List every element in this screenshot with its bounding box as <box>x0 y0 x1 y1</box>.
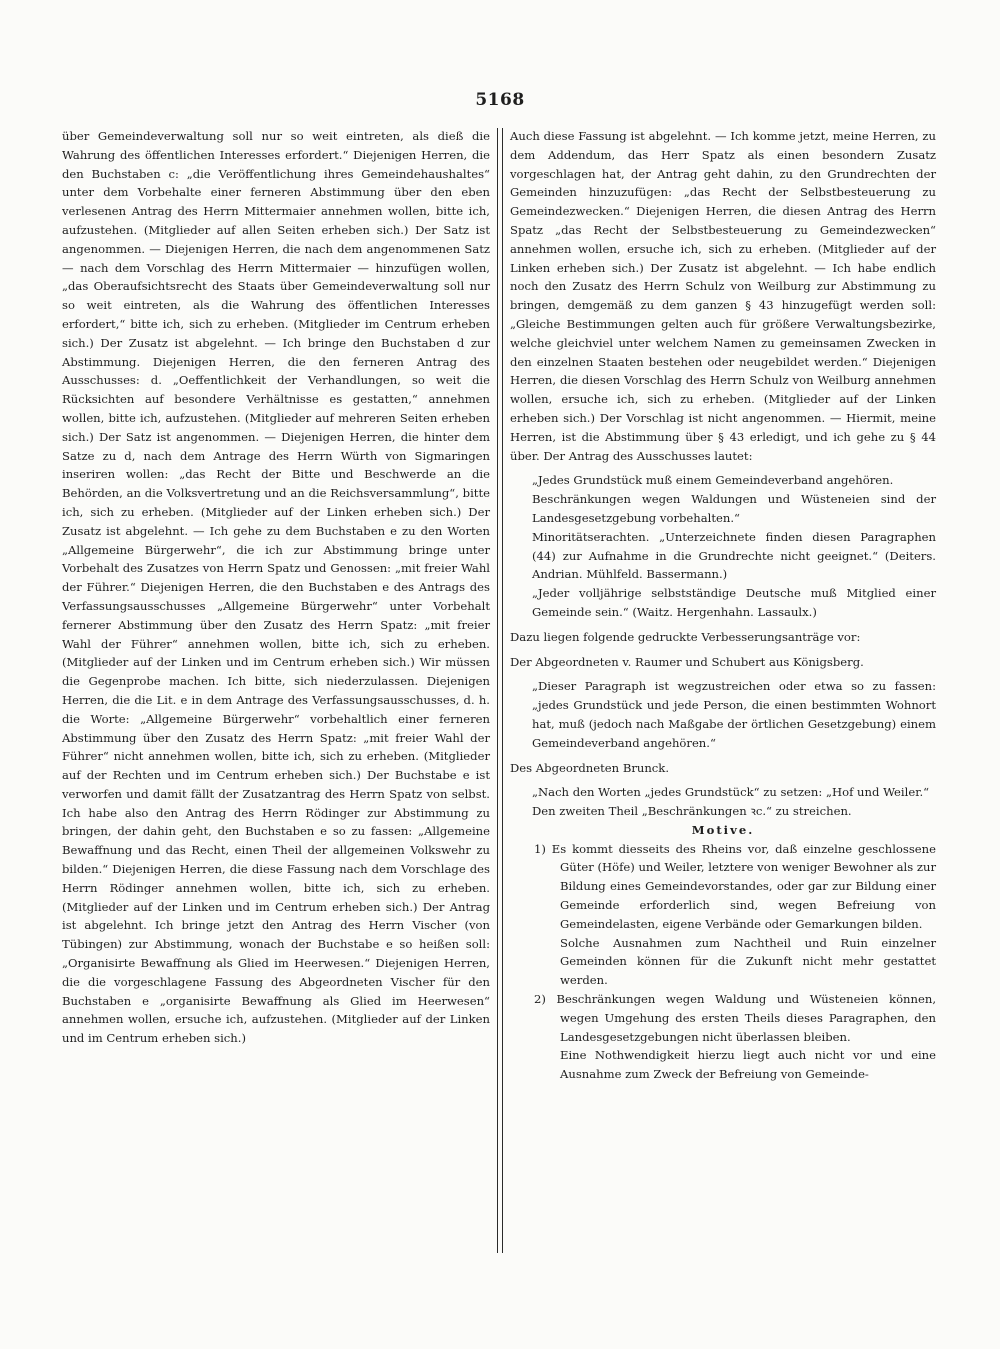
left-column <box>62 127 490 1048</box>
motive-item-1: 1) Es kommt diesseits des Rheins vor, daß einzelne geschlossene Güter (Höfe) und Weiler, letztere von weniger Bewohner als zur Bildung eines Gemeindevorstandes, oder gar zur Bildung einer Gemeinde erforderlich sind, wegen Befreiung von Gemeindelasten, eigene Verbände oder Gemarkungen bilden. <box>534 841 937 931</box>
motive-heading: Motive. <box>691 822 755 837</box>
raumer-amendment-heading: Der Abgeordneten v. Raumer und Schubert aus Königsberg. <box>510 654 864 669</box>
column-divider <box>497 128 503 1253</box>
brunck-amendment-line-2: Den zweiten Theil „Beschränkungen ꝛc.“ zu streichen. <box>532 804 852 819</box>
motive-item-2: 2) Beschränkungen wegen Waldung und Wüsteneien können, wegen Umgehung des ersten Theils dieses Paragraphen, den Landesgesetzgebungen nicht überlassen bleiben. <box>534 992 936 1044</box>
raumer-amendment-text: „Dieser Paragraph ist wegzustreichen oder etwa so zu fassen: „jedes Grundstück und jede Person, die einen bestimmten Wohnort hat, muß (jedoch nach Maßgabe der örtlichen Gesetzgebung) einem Gemeindeverband angehören.“ <box>532 679 936 750</box>
right-intro-paragraph: Auch diese Fassung ist abgelehnt. — Ich komme jetzt, meine Herren, zu dem Addendum, das Herr Spatz als einen besondern Zusatz vorgeschlagen hat, der Antrag geht dahin, zu den Grundrechten der Gemeinden hinzuzufügen: „das Recht der Selbstbesteuerung zu Gemeindezwecken.“ Diejenigen Herren, die diesen Antrag des Herrn Spatz „das Recht der Selbstbesteuerung zu Gemeindezwecken“ annehmen wollen, ersuche ich, sich zu erheben. (Mitglieder auf der Linken erheben sich.) Der Zusatz ist abgelehnt. — Ich habe endlich noch den Zusatz des Herrn Schulz von Weilburg zur Abstimmung zu bringen, demgemäß zu dem ganzen § 43 hinzugefügt werden soll: „Gleiche Bestimmungen gelten auch für größere Verwaltungsbezirke, welche gleichviel unter welchem Namen zu gemeinsamen Zwecken in den einzelnen Staaten bestehen oder neugebildet werden.“ Diejenigen Herren, die diesen Vorschlag des Herrn Schulz von Weilburg annehmen wollen, ersuche ich, sich zu erheben. (Mitglieder auf der Linken erheben sich.) Der Vorschlag ist nicht angenommen. — Hiermit, meine Herren, ist die Abstimmung über § 43 erledigt, und ich gehe zu § 44 über. Der Antrag des Ausschusses lautet: <box>510 129 936 463</box>
brunck-amendment-heading: Des Abgeordneten Brunck. <box>510 760 670 775</box>
page-number: 5168 <box>475 90 525 110</box>
brunck-amendment-line-1: „Nach den Worten „jedes Grundstück“ zu setzen: „Hof und Weiler.“ <box>532 785 930 800</box>
right-column <box>510 127 936 1084</box>
motive-item-1-continuation: Solche Ausnahmen zum Nachtheil und Ruin einzelner Gemeinden können für die Zukunft nicht mehr gestattet werden. <box>560 935 936 988</box>
amendments-intro: Dazu liegen folgende gedruckte Verbesserungsanträge vor: <box>510 629 861 644</box>
committee-proposal-line-2: Beschränkungen wegen Waldungen und Wüsteneien sind der Landesgesetzgebung vorbehalten.“ <box>532 492 936 525</box>
committee-proposal-line-1: „Jedes Grundstück muß einem Gemeindeverband angehören. <box>532 473 894 488</box>
minority-opinion: Minoritätserachten. „Unterzeichnete finden diesen Paragraphen (44) zur Aufnahme in die Grundrechte nicht geeignet.“ (Deiters. Andrian. Mühlfeld. Bassermann.) <box>532 529 936 582</box>
minority-opinion-quote: „Jeder volljährige selbstständige Deutsche muß Mitglied einer Gemeinde sein.“ (Waitz. Hergenhahn. Lassaulx.) <box>532 586 936 619</box>
motive-item-2-continuation: Eine Nothwendigkeit hierzu liegt auch nicht vor und eine Ausnahme zum Zweck der Befreiung von Gemeinde- <box>560 1048 936 1082</box>
left-column-paragraph: über Gemeindeverwaltung soll nur so weit eintreten, als dieß die Wahrung des öffentlichen Interesses erfordert.“ Diejenigen Herren, die den Buchstaben c: „die Veröffentlichung ihres Gemeindehaushaltes“ unter dem Vorbehalte einer ferneren Abstimmung über den eben verlesenen Antrag des Herrn Mittermaier annehmen wollen, bitte ich, aufzustehen. (Mitglieder auf allen Seiten erheben sich.) Der Satz ist angenommen. — Diejenigen Herren, die nach dem angenommenen Satz — nach dem Vorschlag des Herrn Mittermaier — hinzufügen wollen, „das Oberaufsichtsrecht des Staats über Gemeindeverwaltung soll nur so weit eintreten, als die Wahrung des öffentlichen Interesses erfordert,“ bitte ich, sich zu erheben. (Mitglieder im Centrum erheben sich.) Der Zusatz ist abgelehnt. — Ich bringe den Buchstaben d zur Abstimmung. Diejenigen Herren, die den ferneren Antrag des Ausschusses: d. „Oeffentlichkeit der Verhandlungen, so weit die Rücksichten auf besondere Verhältnisse es gestatten,“ annehmen wollen, bitte ich, aufzustehen. (Mitglieder auf mehreren Seiten erheben sich.) Der Satz ist angenommen. — Diejenigen Herren, die hinter dem Satze zu d, nach dem Antrage des Herrn Würth von Sigmaringen inseriren wollen: „das Recht der Bitte und Beschwerde an die Behörden, an die Volksvertretung und an die Reichsversammlung“, bitte ich, sich zu erheben. (Mitglieder auf der Linken erheben sich.) Der Zusatz ist abgelehnt. — Ich gehe zu dem Buchstaben e zu den Worten „Allgemeine Bürgerwehr“, die ich zur Abstimmung bringe unter Vorbehalt des Zusatzes von Herrn Spatz und Genossen: „mit freier Wahl der Führer.“ Diejenigen Herren, die den Buchstaben e des Antrags des Verfassungsausschusses „Allgemeine Bürgerwehr“ unter Vorbehalt fernerer Abstimmung über den Zusatz des Herrn Spatz: „mit freier Wahl der Führer“ annehmen wollen, bitte ich, sich zu erheben. (Mitglieder auf der Linken und im Centrum erheben sich.) Wir müssen die Gegenprobe machen. Ich bitte, sich niederzulassen. Diejenigen Herren, die die Lit. e in dem Antrage des Verfassungsausschusses, d. h. die Worte: „Allgemeine Bürgerwehr“ vorbehaltlich einer ferneren Abstimmung über den Zusatz des Herrn Spatz: „mit freier Wahl der Führer“ nicht annehmen wollen, bitte ich, sich zu erheben. (Mitglieder auf der Rechten und im Centrum erheben sich.) Der Buchstabe e ist verworfen und damit fällt der Zusatzantrag des Herrn Spatz von selbst. Ich habe also den Antrag des Herrn Rödinger zur Abstimmung zu bringen, der dahin geht, den Buchstaben e so zu fassen: „Allgemeine Bewaffnung und das Recht, einen Theil der allgemeinen Volkswehr zu bilden.“ Diejenigen Herren, die diese Fassung nach dem Vorschlage des Herrn Rödinger annehmen wollen, bitte ich, sich zu erheben. (Mitglieder auf der Linken und im Centrum erheben sich.) Der Antrag ist abgelehnt. Ich bringe jetzt den Antrag des Herrn Vischer (von Tübingen) zur Abstimmung, wonach der Buchstabe e so heißen soll: „Organisirte Bewaffnung als Glied im Heerwesen.“ Diejenigen Herren, die die vorgeschlagene Fassung des Abgeordneten Vischer für den Buchstaben e „organisirte Bewaffnung als Glied im Heerwesen“ annehmen wollen, ersuche ich, aufzustehen. (Mitglieder auf der Linken und im Centrum erheben sich.) <box>62 129 490 1046</box>
